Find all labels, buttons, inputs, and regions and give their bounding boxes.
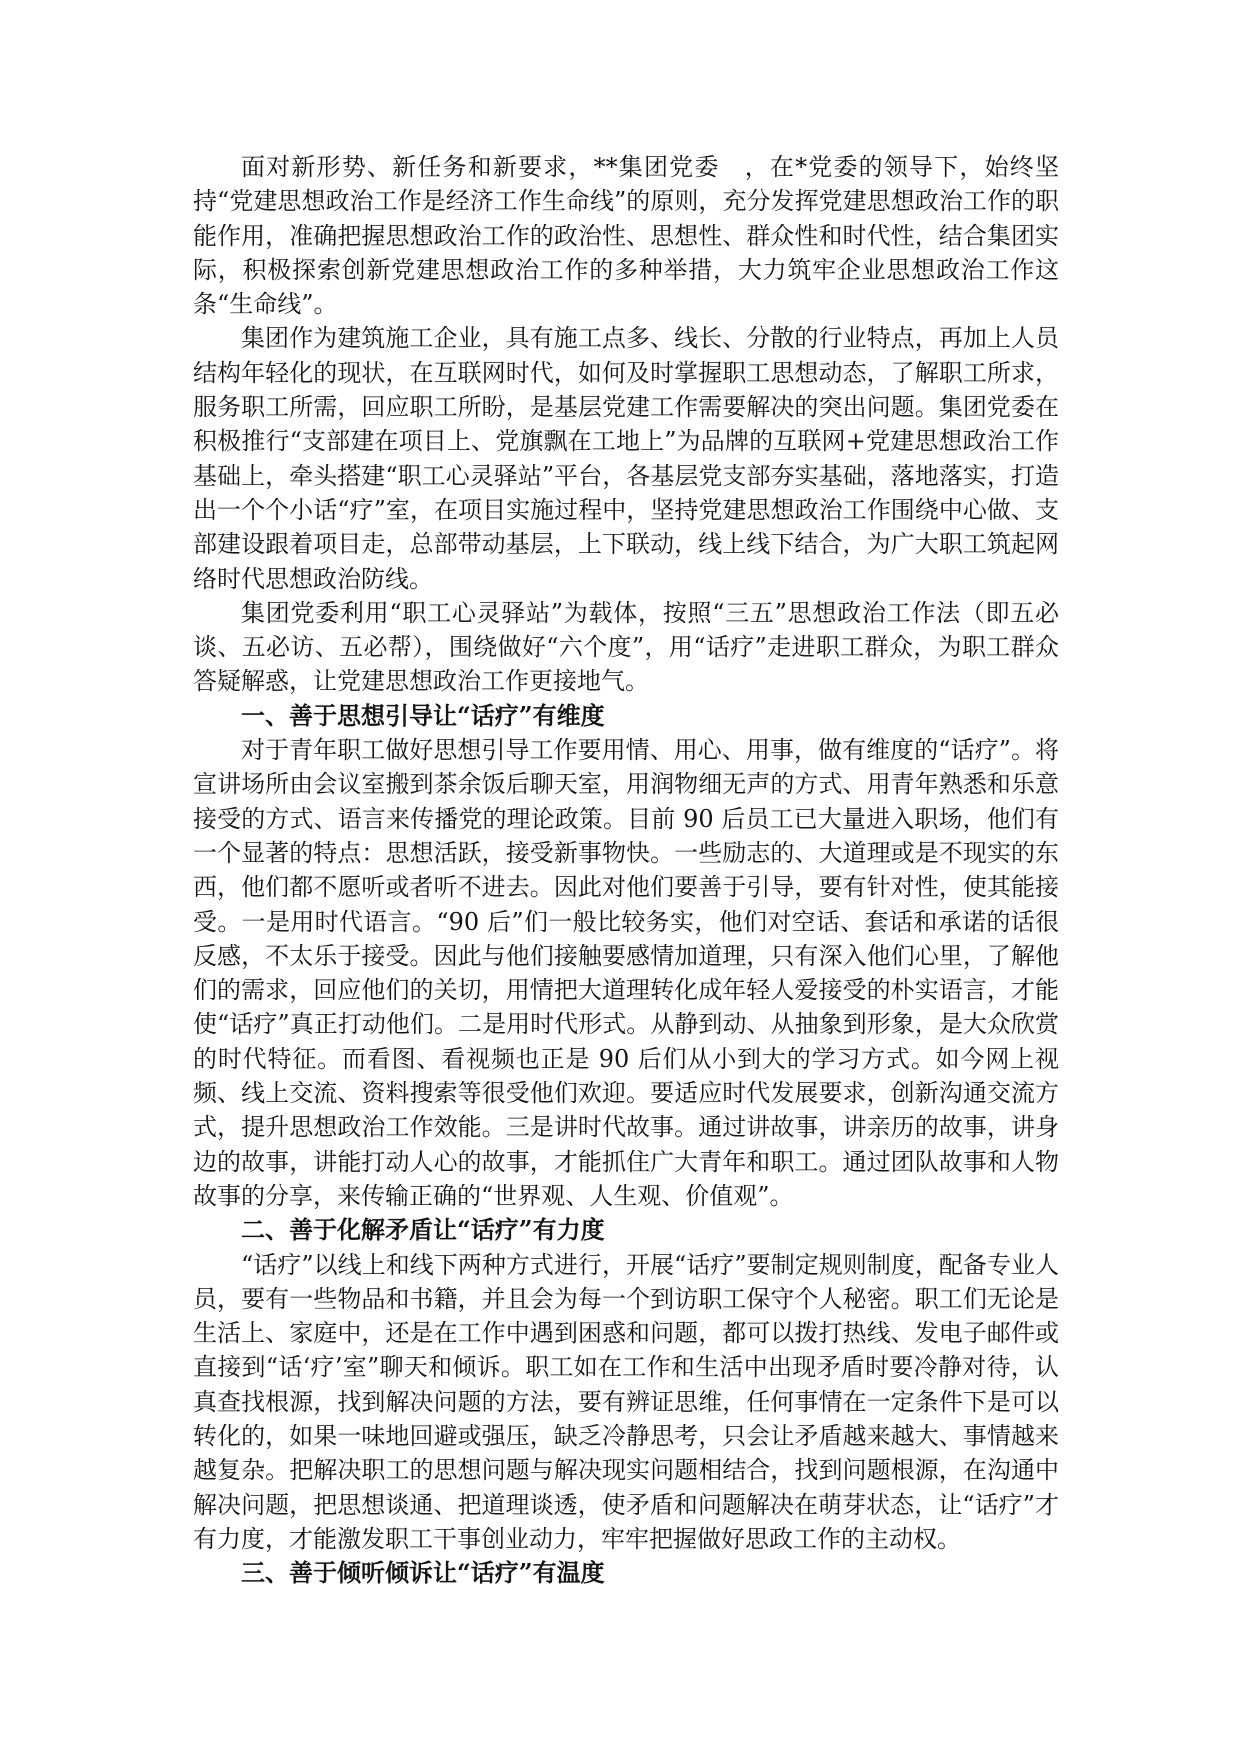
document-body <box>193 150 1059 1590</box>
paragraph-background: 集团作为建筑施工企业，具有施工点多、线长、分散的行业特点，再加上人员结构年轻化的现状，在互联网时代，如何及时掌握职工思想动态，了解职工所求，服务职工所需，回应职工所盼，是基层党建工作需要解决的突出问题。集团党委在积极推行“支部建在项目上、党旗飘在工地上”为品牌的互联网+党建思想政治工作基础上，牵头搭建“职工心灵驿站”平台，各基层党支部夯实基础，落地落实，打造出一个个小话“疗”室，在项目实施过程中，坚持党建思想政治工作围绕中心做、支部建设跟着项目走，总部带动基层，上下联动，线上线下结合，为广大职工筑起网络时代思想政治防线。 <box>193 324 1059 593</box>
paragraph-intro: 面对新形势、新任务和新要求，**集团党委 ，在*党委的领导下，始终坚持“党建思想政治工作是经济工作生命线”的原则，充分发挥党建思想政治工作的职能作用，准确把握思想政治工作的政治性、思想性、群众性和时代性，结合集团实际，积极探索创新党建思想政治工作的多种举措，大力筑牢企业思想政治工作这条“生命线”。 <box>193 153 1059 319</box>
paragraph-method: 集团党委利用“职工心灵驿站”为载体，按照“三五”思想政治工作法（即五必谈、五必访、五必帮），围绕做好“六个度”，用“话疗”走进职工群众，为职工群众答疑解惑，让党建思想政治工作更接地气。 <box>193 598 1059 696</box>
paragraph-section-2: “话疗”以线上和线下两种方式进行，开展“话疗”要制定规则制度，配备专业人员，要有一些物品和书籍，并且会为每一个到访职工保守个人秘密。职工们无论是生活上、家庭中，还是在工作中遇到困惑和问题，都可以拨打热线、发电子邮件或直接到“话‘疗’室”聊天和倾诉。职工如在工作和生活中出现矛盾时要冷静对待，认真查找根源，找到解决问题的方法，要有辨证思维，任何事情在一定条件下是可以转化的，如果一味地回避或强压，缺乏冷静思考，只会让矛盾越来越大、事情越来越复杂。把解决职工的思想问题与解决现实问题相结合，找到问题根源，在沟通中解决问题，把思想谈通、把道理谈透，使矛盾和问题解决在萌芽状态，让“话疗”才有力度，才能激发职工干事创业动力，牢牢把握做好思政工作的主动权。 <box>193 1250 1059 1553</box>
section-heading-3: 三、善于倾听倾诉让“话疗”有温度 <box>241 1558 605 1588</box>
section-heading-1: 一、善于思想引导让“话疗”有维度 <box>241 700 605 730</box>
paragraph-section-1: 对于青年职工做好思想引导工作要用情、用心、用事，做有维度的“话疗”。将宣讲场所由会议室搬到茶余饭后聊天室，用润物细无声的方式、用青年熟悉和乐意接受的方式、语言来传播党的理论政策。目前 90 后员工已大量进入职场，他们有一个显著的特点：思想活跃，接受新事物快。一些励志的、大道理或是不现实的东西，他们都不愿听或者听不进去。因此对他们要善于引导，要有针对性，使其能接受。一是用时代语言。“90 后”们一般比较务实，他们对空话、套话和承诺的话很反感，不太乐于接受。因此与他们接触要感情加道理，只有深入他们心里，了解他们的需求，回应他们的关切，用情把大道理转化成年轻人爱接受的朴实语言，才能使“话疗”真正打动他们。二是用时代形式。从静到动、从抽象到形象，是大众欣赏的时代特征。而看图、看视频也正是 90 后们从小到大的学习方式。如今网上视频、线上交流、资料搜索等很受他们欢迎。要适应时代发展要求，创新沟通交流方式，提升思想政治工作效能。三是讲时代故事。通过讲故事，讲亲历的故事，讲身边的故事，讲能打动人心的故事，才能抓住广大青年和职工。通过团队故事和人物故事的分享，来传输正确的“世界观、人生观、价值观”。 <box>193 736 1059 1210</box>
section-heading-2: 二、善于化解矛盾让“话疗”有力度 <box>241 1215 605 1245</box>
